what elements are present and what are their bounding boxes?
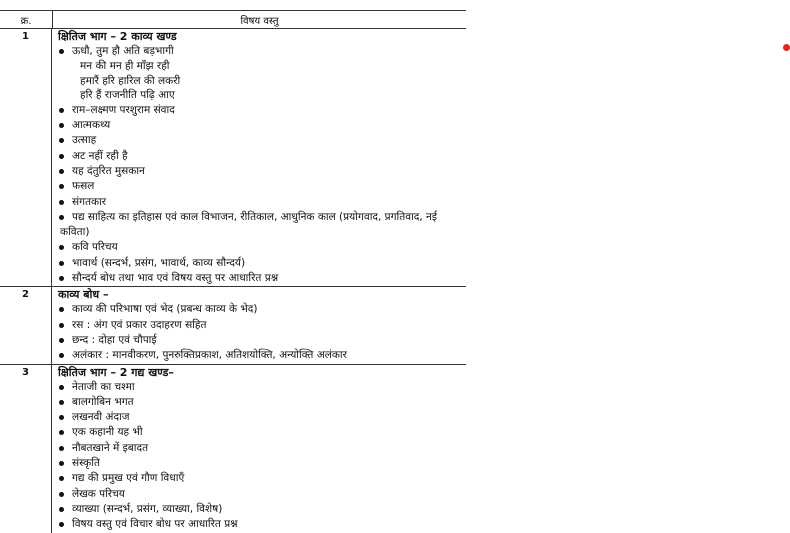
bullet-icon [59, 49, 64, 54]
poem-line: मन की मन ही माँझ रही [80, 60, 170, 73]
list-item: बालगोबिन भगत [58, 395, 462, 410]
list-item: राम–लक्ष्मण परशुराम संवाद [58, 103, 462, 118]
list-item: अलंकार : मानवीकरण, पुनरुक्तिप्रकाश, अतिशयोक्ति, अन्योक्ति अलंकार [58, 348, 462, 363]
bullet-icon [59, 415, 64, 420]
list-item: लेखक परिचय [58, 487, 462, 502]
serial-number: 3 [0, 365, 52, 533]
bullet-icon [59, 522, 64, 527]
bullet-icon [59, 215, 64, 220]
bullet-icon [59, 446, 64, 451]
section-title: काव्य बोध – [58, 288, 109, 302]
list-item: यह दंतुरित मुसकान [58, 164, 462, 179]
row-content [52, 287, 466, 363]
list-item: उत्साह [58, 133, 462, 148]
list-item: नेताजी का चश्मा [58, 380, 462, 395]
bullet-icon [59, 307, 64, 312]
list-item: आत्मकथ्य [58, 118, 462, 133]
row-content [52, 365, 466, 533]
bullet-icon [59, 245, 64, 250]
bullet-icon [59, 184, 64, 189]
list-item: संस्कृति [58, 456, 462, 471]
list-item: सौन्दर्य बोध तथा भाव एवं विषय वस्तु पर आधारित प्रश्न [58, 271, 462, 286]
list-item: संगतकार [58, 195, 462, 210]
bullet-icon [59, 276, 64, 281]
bullet-icon [59, 138, 64, 143]
serial-number: 2 [0, 287, 52, 363]
table-row [0, 365, 466, 533]
serial-header: क्र. [0, 11, 53, 28]
topic-list [58, 44, 462, 59]
topic-list [58, 380, 462, 533]
bullet-icon [59, 400, 64, 405]
bullet-icon [59, 476, 64, 481]
bullet-icon [59, 123, 64, 128]
bullet-icon [59, 461, 64, 466]
list-item: छन्द : दोहा एवं चौपाई [58, 333, 462, 348]
bullet-icon [59, 385, 64, 390]
section-title: क्षितिज भाग – 2 गद्य खण्ड– [58, 365, 174, 379]
list-item: ऊधौ, तुम हौ अति बड़भागी [58, 44, 462, 59]
topic-list [58, 103, 462, 287]
poem-line: हरि हैं राजनीति पढ़ि आए [80, 89, 175, 102]
table-row [0, 287, 466, 364]
bullet-icon [59, 492, 64, 497]
bullet-icon [59, 507, 64, 512]
list-item: रस : अंग एवं प्रकार उदाहरण सहित [58, 318, 462, 333]
list-item: गद्य की प्रमुख एवं गौण विधाएँ [58, 471, 462, 486]
list-item: भावार्थ (सन्दर्भ, प्रसंग, भावार्थ, काव्य सौन्दर्य) [58, 256, 462, 271]
list-item: लखनवी अंदाज [58, 410, 462, 425]
list-item: एक कहानी यह भी [58, 425, 462, 440]
bullet-icon [59, 169, 64, 174]
table-header [0, 11, 466, 29]
row-content [52, 29, 466, 286]
list-item: विषय वस्तु एवं विचार बोध पर आधारित प्रश्न [58, 517, 462, 532]
list-item: पद्य साहित्य का इतिहास एवं काल विभाजन, रीतिकाल, आधुनिक काल (प्रयोगवाद, प्रगतिवाद, नई कविता) [60, 210, 438, 239]
poem-line: हमारैं हरि हारिल की लकरी [80, 74, 181, 87]
list-item: अट नहीं रही है [58, 149, 462, 164]
bullet-icon [59, 323, 64, 328]
red-marker-dot [783, 44, 790, 51]
list-item: नौबतखाने में इबादत [58, 441, 462, 456]
bullet-icon [59, 154, 64, 159]
list-item: व्याख्या (सन्दर्भ, प्रसंग, व्याख्या, विशेष) [58, 502, 462, 517]
list-item: कवि परिचय [58, 240, 462, 255]
bullet-icon [59, 261, 64, 266]
bullet-icon [59, 200, 64, 205]
bullet-icon [59, 430, 64, 435]
serial-number: 1 [0, 29, 52, 286]
bullet-icon [59, 353, 64, 358]
bullet-icon [59, 108, 64, 113]
bullet-icon [59, 338, 64, 343]
list-item: काव्य की परिभाषा एवं भेद (प्रबन्ध काव्य के भेद) [58, 302, 462, 317]
section-title: क्षितिज भाग – 2 काव्य खण्ड [58, 30, 177, 43]
list-item: फसल [58, 179, 462, 194]
topic-list [58, 302, 462, 363]
syllabus-table [0, 10, 466, 531]
content-header: विषय वस्तु [240, 15, 279, 27]
table-row [0, 29, 466, 287]
